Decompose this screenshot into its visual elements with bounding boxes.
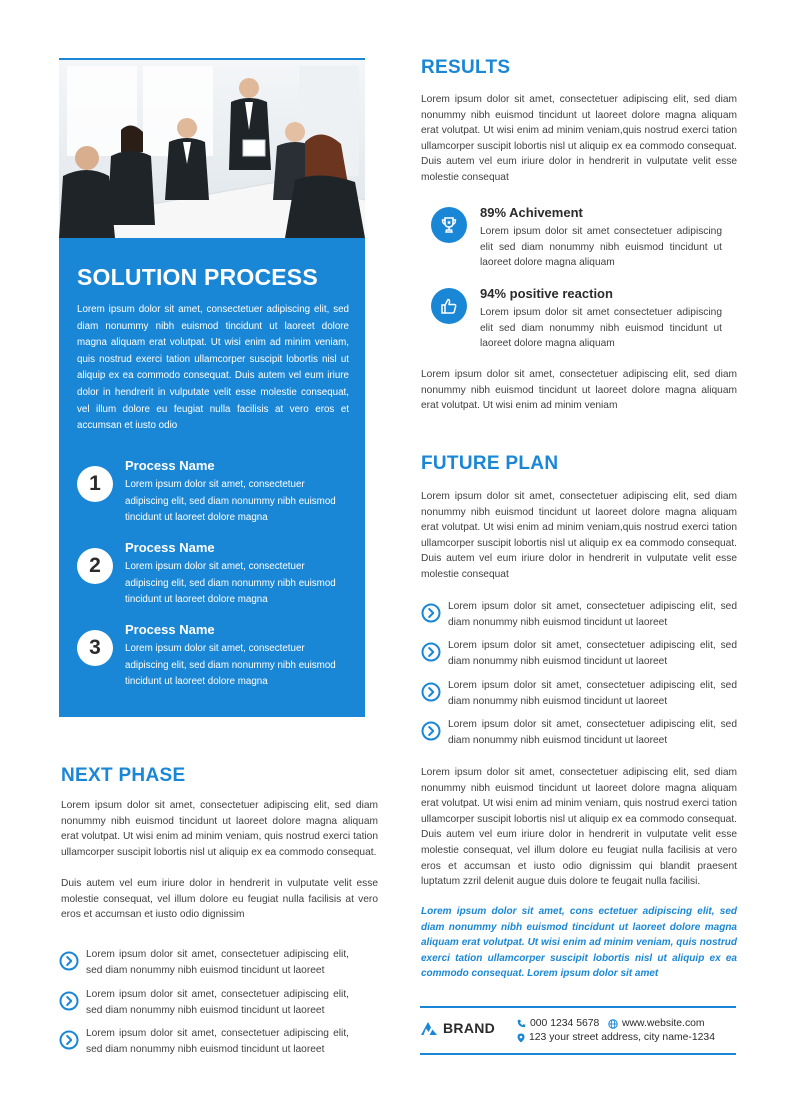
step-description: Lorem ipsum dolor sit amet, consectetuer adipiscing elit, sed diam nonummy nibh euismod tincidunt ut laoreet dolore magna	[125, 479, 336, 524]
bullet-text: Lorem ipsum dolor sit amet, consectetuer adipiscing elit, sed diam nonummy nibh euismod tincidunt ut laoreet	[86, 989, 349, 1016]
chevron-right-circle-icon	[59, 991, 79, 1011]
results-intro: Lorem ipsum dolor sit amet, consectetuer adipiscing elit, sed diam nonummy nibh euismod tincidunt ut laoreet dolore magna aliquam erat volutpat. Ut wisi enim ad minim veniam,quis nostrud exerci tation ullamcorper suscipit lobortis nisl ut aliquip ex ea commodo consequat. Duis autem vel eum iriure dolor in hendrerit in vulputate velit esse molestie consequat	[421, 94, 737, 183]
future-plan-bullet	[421, 638, 737, 669]
feature-description: Lorem ipsum dolor sit amet consectetuer adipiscing elit sed diam nonummy nibh euismod tincidunt ut laoreet dolore magna aliquam	[480, 307, 722, 350]
solution-process-panel	[59, 238, 365, 717]
future-plan-title: FUTURE PLAN	[421, 453, 559, 474]
footer-bottom-rule	[420, 1053, 736, 1055]
street-address: 123 your street address, city name-1234	[529, 1032, 715, 1043]
brand-logo	[420, 1020, 495, 1036]
step-number: 2	[77, 548, 113, 584]
chevron-right-circle-icon	[421, 642, 441, 662]
chevron-right-circle-icon	[421, 682, 441, 702]
bullet-text: Lorem ipsum dolor sit amet, consectetuer adipiscing elit, sed diam nonummy nibh euismod tincidunt ut laoreet	[86, 949, 349, 976]
future-plan-bullet	[421, 717, 737, 748]
meeting-illustration	[59, 60, 365, 238]
contact-address	[517, 1032, 715, 1043]
location-pin-icon	[517, 1033, 525, 1043]
feature-description: Lorem ipsum dolor sit amet consectetuer adipiscing elit sed diam nonummy nibh euismod tincidunt ut laoreet dolore magna aliquam	[480, 226, 722, 269]
process-step	[77, 458, 349, 528]
next-phase-bullet	[59, 1026, 349, 1057]
highlight-quote: Lorem ipsum dolor sit amet, cons ectetuer adipiscing elit, sed diam nonummy nibh euismod tincidunt ut laoreet dolore magna aliquam erat volutpat. Ut wisi enim ad minim veniam, quis nostrud exerci tation ullamcorper suscipit lobortis nisl ut aliquip ex ea commodo consequat. Lorem ipsum dolor sit amet	[421, 906, 737, 980]
process-step	[77, 540, 349, 610]
chevron-right-circle-icon	[59, 1030, 79, 1050]
phone-number: 000 1234 5678	[530, 1018, 600, 1029]
chevron-right-circle-icon	[59, 951, 79, 971]
next-phase-bullet	[59, 947, 349, 978]
future-plan-body: Lorem ipsum dolor sit amet, consectetuer adipiscing elit, sed diam nonummy nibh euismod tincidunt ut laoreet dolore magna aliquam erat volutpat. Ut wisi enim ad minim veniam, quis nostrud exerci tation ullamcorper suscipit lobortis nisl ut aliquip ex ea commodo consequat. Duis autem vel eum iriure dolor in hendrerit in vulputate velit esse molestie consequat, vel illum dolore eu feugiat nulla facilisis at vero eros et accumsan et iusto odio dignissim qui blandit praesent luptatum zzril delenit augue duis dolore te feugait nulla facilisi.	[421, 767, 737, 888]
step-number: 3	[77, 630, 113, 666]
future-plan-bullet	[421, 678, 737, 709]
bullet-text: Lorem ipsum dolor sit amet, consectetuer adipiscing elit, sed diam nonummy nibh euismod tincidunt ut laoreet	[448, 719, 737, 746]
step-name: Process Name	[125, 540, 215, 555]
process-step	[77, 622, 349, 692]
website-url: www.website.com	[622, 1018, 705, 1029]
chevron-right-circle-icon	[421, 603, 441, 623]
bullet-text: Lorem ipsum dolor sit amet, consectetuer adipiscing elit, sed diam nonummy nibh euismod tincidunt ut laoreet	[448, 680, 737, 707]
brand-name: BRAND	[443, 1020, 496, 1036]
contact-phone	[517, 1018, 599, 1029]
contact-website	[608, 1018, 705, 1029]
step-name: Process Name	[125, 458, 215, 473]
globe-icon	[608, 1019, 618, 1029]
feature-positive-reaction	[431, 288, 736, 352]
thumbs-up-icon	[431, 288, 467, 324]
feature-title: 89% Achivement	[480, 205, 583, 220]
bullet-text: Lorem ipsum dolor sit amet, consectetuer adipiscing elit, sed diam nonummy nibh euismod tincidunt ut laoreet	[448, 640, 737, 667]
solution-process-title: SOLUTION PROCESS	[77, 264, 318, 290]
results-outro: Lorem ipsum dolor sit amet, consectetuer adipiscing elit, sed diam nonummy nibh euismod tincidunt ut laoreet dolore magna aliquam erat volutpat. Ut wisi enim ad minim veniam	[421, 369, 737, 412]
step-name: Process Name	[125, 622, 215, 637]
meeting-photo	[59, 60, 365, 238]
bullet-text: Lorem ipsum dolor sit amet, consectetuer adipiscing elit, sed diam nonummy nibh euismod tincidunt ut laoreet	[448, 601, 737, 628]
next-phase-paragraph-1: Lorem ipsum dolor sit amet, consectetuer adipiscing elit, sed diam nonummy nibh euismod tincidunt ut laoreet dolore magna aliquam erat volutpat. Ut wisi enim ad minim veniam, quis nostrud exerci tation ullamcorper suscipit lobortis nisl ut aliquip ex ea commodo consequat.	[61, 800, 378, 858]
solution-process-body: Lorem ipsum dolor sit amet, consectetuer adipiscing elit, sed diam nonummy nibh euismod tincidunt ut laoreet dolore magna aliquam erat volutpat. Ut wisi enim ad minim veniam, quis nostrud exerci tation ullamcorper suscipit lobortis nisl ut aliquip ex ea commodo consequat. Duis autem vel eum iriure dolor in hendrerit in vulputate velit esse molestie consequat, vel illum dolore eu feugiat nulla facilisis at vero eros et accumsan et iusto odio	[77, 304, 349, 432]
feature-title: 94% positive reaction	[480, 286, 613, 301]
step-description: Lorem ipsum dolor sit amet, consectetuer adipiscing elit, sed diam nonummy nibh euismod tincidunt ut laoreet dolore magna	[125, 643, 336, 688]
next-phase-bullet	[59, 987, 349, 1018]
trophy-icon	[431, 207, 467, 243]
results-title: RESULTS	[421, 57, 511, 78]
phone-icon	[517, 1019, 526, 1028]
future-plan-intro: Lorem ipsum dolor sit amet, consectetuer adipiscing elit, sed diam nonummy nibh euismod tincidunt ut laoreet dolore magna aliquam erat volutpat. Ut wisi enim ad minim veniam,quis nostrud exerci tation ullamcorper suscipit lobortis nisl ut aliquip ex ea commodo consequat. Duis autem vel eum iriure dolor in hendrerit in vulputate velit esse molestie consequat	[421, 491, 737, 580]
next-phase-title: NEXT PHASE	[61, 765, 186, 786]
step-number: 1	[77, 466, 113, 502]
brand-mountain-icon	[420, 1020, 438, 1036]
footer-top-rule	[420, 1006, 736, 1008]
step-description: Lorem ipsum dolor sit amet, consectetuer adipiscing elit, sed diam nonummy nibh euismod tincidunt ut laoreet dolore magna	[125, 561, 336, 606]
feature-achievement	[431, 207, 736, 271]
future-plan-bullet	[421, 599, 737, 630]
chevron-right-circle-icon	[421, 721, 441, 741]
bullet-text: Lorem ipsum dolor sit amet, consectetuer adipiscing elit, sed diam nonummy nibh euismod tincidunt ut laoreet	[86, 1028, 349, 1055]
next-phase-paragraph-2: Duis autem vel eum iriure dolor in hendrerit in vulputate velit esse molestie consequat, vel illum dolore eu feugiat nulla facilisis at vero eros et accumsan et iusto odio dignissim	[61, 878, 378, 921]
